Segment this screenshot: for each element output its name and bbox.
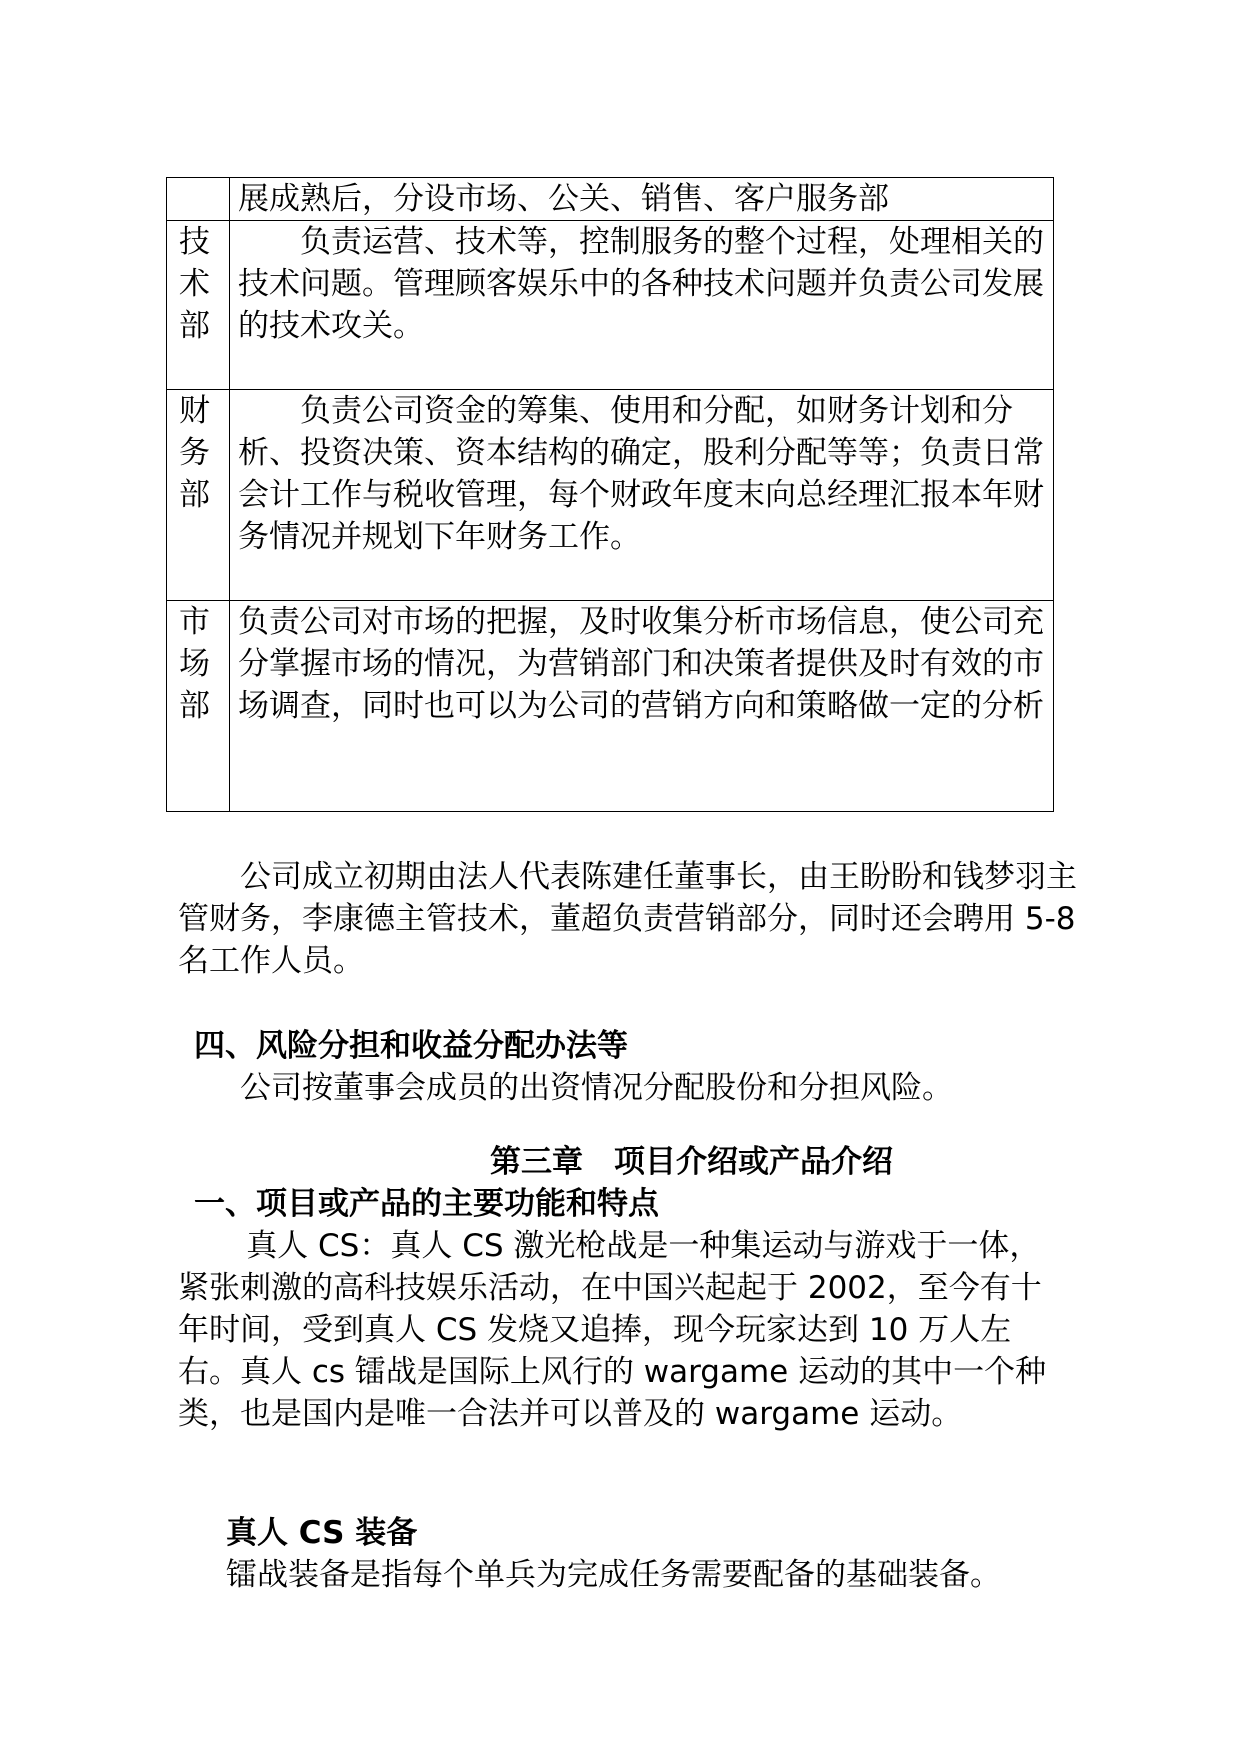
department-name-char: 市 xyxy=(179,604,210,640)
section-heading-features: 一、项目或产品的主要功能和特点 xyxy=(194,1186,659,1222)
department-name-char: 部 xyxy=(179,308,210,344)
department-name-char: 部 xyxy=(179,688,210,724)
department-name-char: 务 xyxy=(179,435,210,471)
table-row xyxy=(167,601,1054,812)
department-name-char: 术 xyxy=(179,266,210,302)
section-heading-equipment: 真人 CS 装备 xyxy=(226,1515,418,1551)
department-name-cell xyxy=(167,390,230,601)
department-name-char: 技 xyxy=(179,224,210,260)
department-name-cell xyxy=(167,178,230,221)
department-name-char: 场 xyxy=(179,646,210,682)
department-description-cell: 负责公司对市场的把握，及时收集分析市场信息，使公司充分掌握市场的情况，为营销部门和决策者提供及时有效的市场调查，同时也可以为公司的营销方向和策略做一定的分析 xyxy=(230,601,1054,812)
section-heading-risk: 四、风险分担和收益分配办法等 xyxy=(194,1028,628,1064)
paragraph-cs-intro: 真人 CS：真人 CS 激光枪战是一种集运动与游戏于一体，紧张刺激的高科技娱乐活动，在中国兴起起于 2002，至今有十年时间，受到真人 CS 发烧又追捧，现今玩家达到 10 万人左右。真人 cs 镭战是国际上风行的 wargame 运动的其中一个种类，也是国内是唯一合法并可以普及的 wargame 运动。 xyxy=(178,1228,1047,1432)
department-name-cell xyxy=(167,221,230,390)
department-table xyxy=(166,177,1054,812)
paragraph-risk: 公司按董事会成员的出资情况分配股份和分担风险。 xyxy=(240,1070,953,1106)
department-description-cell: 负责公司资金的筹集、使用和分配，如财务计划和分析、投资决策、资本结构的确定，股利分配等等；负责日常会计工作与税收管理，每个财政年度末向总经理汇报本年财务情况并规划下年财务工作。 xyxy=(230,390,1054,601)
department-description-cell: 负责运营、技术等，控制服务的整个过程，处理相关的技术问题。管理顾客娱乐中的各种技术问题并负责公司发展的技术攻关。 xyxy=(230,221,1054,390)
department-name-char: 部 xyxy=(179,477,210,513)
paragraph-equipment: 镭战装备是指每个单兵为完成任务需要配备的基础装备。 xyxy=(226,1557,1001,1593)
table-row xyxy=(167,221,1054,390)
department-name-char: 财 xyxy=(179,393,210,429)
chapter-title: 第三章 项目介绍或产品介绍 xyxy=(490,1144,893,1180)
department-name-cell xyxy=(167,601,230,812)
table-row xyxy=(167,178,1054,221)
table-row xyxy=(167,390,1054,601)
department-description-cell: 展成熟后，分设市场、公关、销售、客户服务部 xyxy=(230,178,1054,221)
paragraph-management: 公司成立初期由法人代表陈建任董事长，由王盼盼和钱梦羽主管财务，李康德主管技术，董超负责营销部分，同时还会聘用 5-8 名工作人员。 xyxy=(178,859,1077,979)
